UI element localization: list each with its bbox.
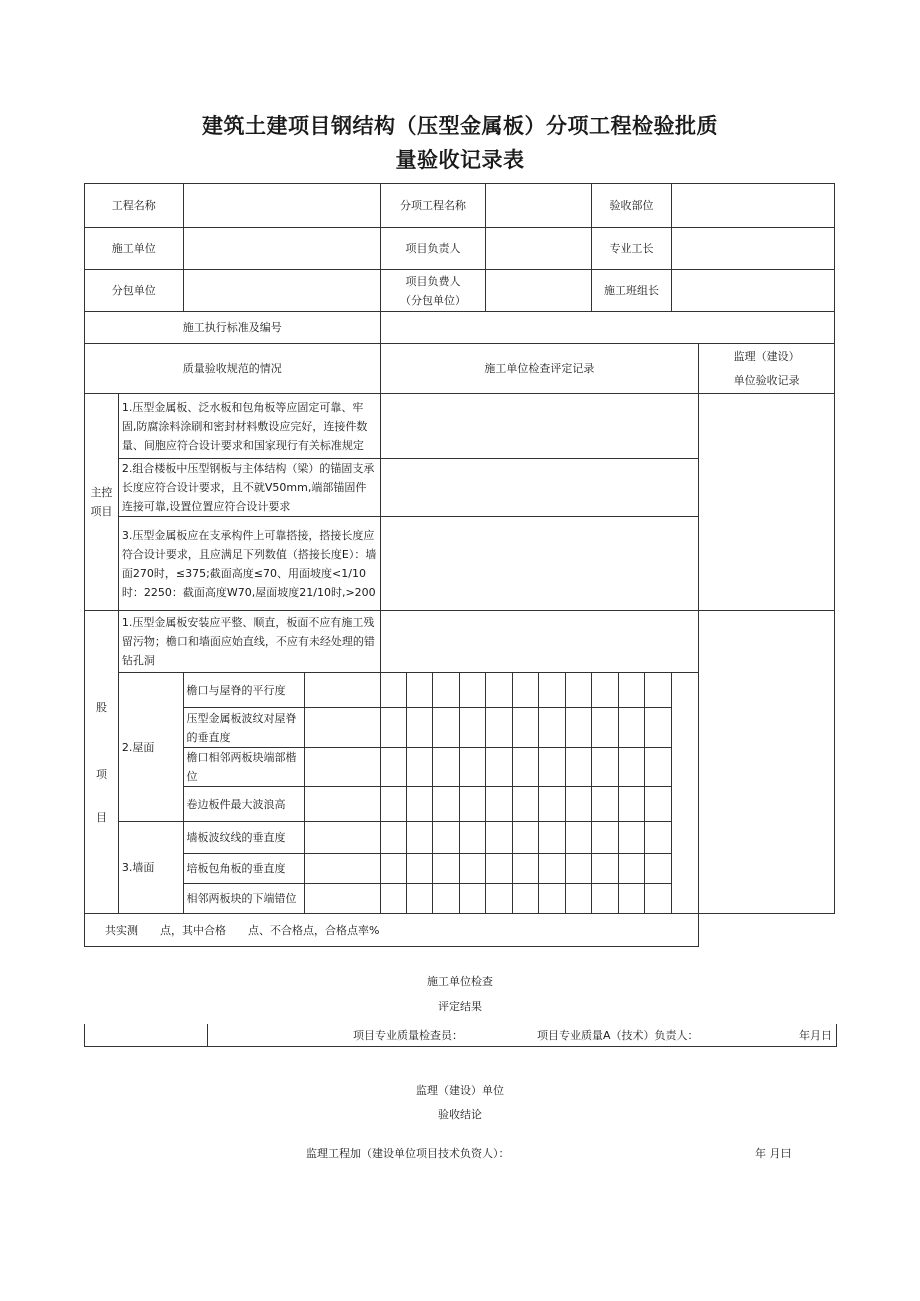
measure-cell[interactable] (539, 854, 565, 884)
measure-cell[interactable] (459, 787, 485, 822)
project-manager-field[interactable] (486, 228, 592, 270)
measure-cell[interactable] (433, 854, 459, 884)
main-item-2: 2.组合楼板中压型钢板与主体结构（梁）的锚固支承长度应符合设计要求，且不就V50mm,端部锚固件连接可靠,设置位置应符合设计要求 (118, 459, 380, 517)
general-items-supervisor-record[interactable] (699, 611, 835, 914)
roof-label: 2.屋面 (118, 673, 183, 822)
measure-cell[interactable] (565, 822, 591, 854)
construction-unit-label: 施工单位 (85, 228, 184, 270)
measure-cell[interactable] (305, 748, 380, 787)
roof-row-3: 檐口相邻两板块端部楷位 (183, 748, 305, 787)
project-name-label: 工程名称 (85, 184, 184, 228)
measure-cell[interactable] (433, 673, 459, 708)
sub-manager-label-line-2: （分包单位） (399, 293, 466, 307)
measure-cell[interactable] (406, 787, 432, 822)
measure-cell[interactable] (565, 854, 591, 884)
supervisor-header-line-1: 监理（建设） (733, 349, 800, 363)
foreman-field[interactable] (671, 228, 834, 270)
measure-cell[interactable] (618, 884, 644, 914)
measure-cell[interactable] (592, 884, 618, 914)
measure-cell[interactable] (380, 884, 406, 914)
measure-cell[interactable] (305, 787, 380, 822)
measure-cell[interactable] (645, 748, 671, 787)
measure-cell[interactable] (305, 884, 380, 914)
measure-cell[interactable] (618, 708, 644, 748)
supervision-title-2: 验收结论 (438, 1108, 482, 1121)
document-title-line-2: 量验收记录表 (395, 148, 525, 172)
roof-row-1: 檐口与屋脊的平行度 (183, 673, 305, 708)
supervision-engineer-label: 监理工程加（建设单位项目技术负资人）： (306, 1147, 510, 1160)
signature-divider (207, 1024, 208, 1046)
roof-row-2: 压型金属板波纹对屋脊的垂直度 (183, 708, 305, 748)
measure-cell[interactable] (305, 822, 380, 854)
measure-cell[interactable] (486, 787, 512, 822)
supervision-title-1: 监理（建设）单位 (416, 1084, 504, 1097)
wall-label: 3.墙面 (118, 822, 183, 914)
supervisor-header-line-2: 单位验收记录 (733, 373, 800, 387)
standard-field[interactable] (380, 312, 834, 344)
measure-cell[interactable] (459, 854, 485, 884)
measure-cell[interactable] (380, 708, 406, 748)
construction-check-title-1: 施工单位检查 (427, 975, 493, 988)
measure-cell[interactable] (406, 884, 432, 914)
main-item-1: 1.压型金属板、泛水板和包角板等应固定可靠、牢固,防腐涂料涂刷和密封材料敷设应完好，连接件数量、间胞应符合设计要求和国家现行有关标准规定 (118, 394, 380, 459)
measure-cell[interactable] (592, 822, 618, 854)
measure-cell[interactable] (459, 822, 485, 854)
team-leader-field[interactable] (671, 270, 834, 312)
measure-cell[interactable] (512, 884, 538, 914)
measure-cell[interactable] (486, 884, 512, 914)
foreman-label: 专业工长 (592, 228, 671, 270)
measure-cell[interactable] (565, 884, 591, 914)
main-item-3: 3.压型金属板应在支承构件上可靠搭接，搭接长度应符合设计要求，且应满足下列数值（搭接长度E）：墙面270时，≤375;截面高度≤70、用面坡度<1/10时：2250：截面高度W70,屋面坡度21/10时,>200 (118, 517, 380, 611)
measure-cell[interactable] (433, 822, 459, 854)
measure-cell[interactable] (512, 787, 538, 822)
measure-cell[interactable] (406, 748, 432, 787)
measure-cell[interactable] (512, 822, 538, 854)
subcontract-unit-field[interactable] (183, 270, 380, 312)
general-item-1-record[interactable] (380, 611, 699, 673)
quality-inspector-label: 项目专业质量检查员： (353, 1029, 463, 1042)
measure-cell[interactable] (486, 854, 512, 884)
measure-cell[interactable] (512, 854, 538, 884)
measure-cell[interactable] (539, 822, 565, 854)
team-leader-label: 施工班组长 (592, 270, 671, 312)
measure-cell[interactable] (565, 748, 591, 787)
measure-cell[interactable] (406, 854, 432, 884)
measure-cell[interactable] (618, 673, 644, 708)
measure-cell[interactable] (645, 854, 671, 884)
record-column-header: 施工单位检查评定记录 (380, 344, 699, 394)
measure-cell[interactable] (539, 787, 565, 822)
supervision-date-label: 年 月曰 (755, 1147, 792, 1160)
wall-row-2: 培板包角板的垂直度 (183, 854, 305, 884)
general-items-label (85, 611, 119, 914)
measure-cell[interactable] (406, 673, 432, 708)
roof-row-4: 卷边板件最大波浪高 (183, 787, 305, 822)
measure-cell[interactable] (459, 884, 485, 914)
measure-cell[interactable] (459, 673, 485, 708)
measure-cell[interactable] (592, 673, 618, 708)
main-item-1-record[interactable] (380, 394, 699, 459)
measure-cell[interactable] (512, 673, 538, 708)
measure-cell[interactable] (592, 708, 618, 748)
sub-project-field[interactable] (486, 184, 592, 228)
measure-cell[interactable] (380, 673, 406, 708)
measure-cell[interactable] (486, 673, 512, 708)
measure-cell[interactable] (618, 822, 644, 854)
measure-cell[interactable] (486, 822, 512, 854)
measure-cell[interactable] (645, 708, 671, 748)
construction-signature-bar (84, 1024, 837, 1047)
measure-cell[interactable] (539, 748, 565, 787)
measure-cell[interactable] (459, 748, 485, 787)
sub-manager-label (380, 270, 486, 312)
measure-cell[interactable] (433, 787, 459, 822)
measure-cell[interactable] (539, 673, 565, 708)
acceptance-part-field[interactable] (671, 184, 834, 228)
subcontract-unit-label: 分包单位 (85, 270, 184, 312)
measure-cell[interactable] (512, 748, 538, 787)
construction-check-title-2: 评定结果 (438, 1000, 482, 1013)
measure-cell[interactable] (565, 673, 591, 708)
standard-label: 施工执行标准及编号 (85, 312, 381, 344)
measure-cell[interactable] (512, 708, 538, 748)
main-item-2-record[interactable] (380, 459, 699, 517)
measure-cell[interactable] (565, 787, 591, 822)
construction-date-label: 年月日 (799, 1029, 832, 1042)
measure-cell[interactable] (539, 884, 565, 914)
main-items-label: 主控项目 (85, 394, 119, 611)
measure-cell[interactable] (305, 673, 380, 708)
measure-cell[interactable] (539, 708, 565, 748)
measure-cell[interactable] (618, 854, 644, 884)
measure-cell[interactable] (380, 748, 406, 787)
measure-cell[interactable] (459, 708, 485, 748)
measure-cell[interactable] (645, 884, 671, 914)
measure-cell[interactable] (305, 708, 380, 748)
measure-cell[interactable] (380, 787, 406, 822)
sub-manager-label-line-1: 项目负费人 (405, 274, 461, 288)
technical-lead-label: 项目专业质量A（技术）负责人： (537, 1029, 699, 1042)
acceptance-part-label: 验收部位 (592, 184, 671, 228)
supervisor-column-header (699, 344, 835, 394)
measure-cell[interactable] (645, 673, 671, 708)
main-item-3-record[interactable] (380, 517, 699, 611)
measure-cell[interactable] (380, 854, 406, 884)
project-manager-label: 项目负责人 (380, 228, 486, 270)
measure-cell[interactable] (380, 822, 406, 854)
measure-cell[interactable] (486, 748, 512, 787)
summary-line: 共实测 点，其中合格 点、不合格点，合格点率% (85, 914, 699, 947)
measure-cell[interactable] (565, 708, 591, 748)
measure-cell[interactable] (486, 708, 512, 748)
measure-cell[interactable] (433, 748, 459, 787)
project-name-field[interactable] (183, 184, 380, 228)
measure-cell[interactable] (433, 884, 459, 914)
measure-cell[interactable] (592, 748, 618, 787)
sub-project-label: 分项工程名称 (380, 184, 486, 228)
acceptance-record-table (84, 183, 835, 947)
wall-row-3: 相邻两板块的下端错位 (183, 884, 305, 914)
general-items-label-char-2: 项 (95, 767, 107, 781)
measure-cell[interactable] (618, 748, 644, 787)
sub-manager-field[interactable] (486, 270, 592, 312)
general-item-1: 1.压型金属板安装应平整、顺直，板面不应有施工残留污物；檐口和墙面应始直线，不应有未经处理的错钻孔洞 (118, 611, 380, 673)
wall-row-1: 墙板波纹线的垂直度 (183, 822, 305, 854)
measure-cell[interactable] (592, 787, 618, 822)
measure-cell[interactable] (592, 854, 618, 884)
spec-column-header: 质量验收规范的情况 (85, 344, 381, 394)
measure-cell[interactable] (406, 822, 432, 854)
general-items-label-char-3: 目 (95, 810, 107, 824)
document-title-line-1: 建筑土建项目钢结构（压型金属板）分项工程检验批质 (202, 114, 718, 138)
measure-cell[interactable] (645, 822, 671, 854)
general-items-label-char-1: 股 (95, 700, 107, 714)
measure-cell[interactable] (645, 787, 671, 822)
measure-cell[interactable] (305, 854, 380, 884)
measure-cell[interactable] (618, 787, 644, 822)
measure-cell[interactable] (433, 708, 459, 748)
measure-cell[interactable] (406, 708, 432, 748)
construction-unit-field[interactable] (183, 228, 380, 270)
main-items-supervisor-record[interactable] (699, 394, 835, 611)
